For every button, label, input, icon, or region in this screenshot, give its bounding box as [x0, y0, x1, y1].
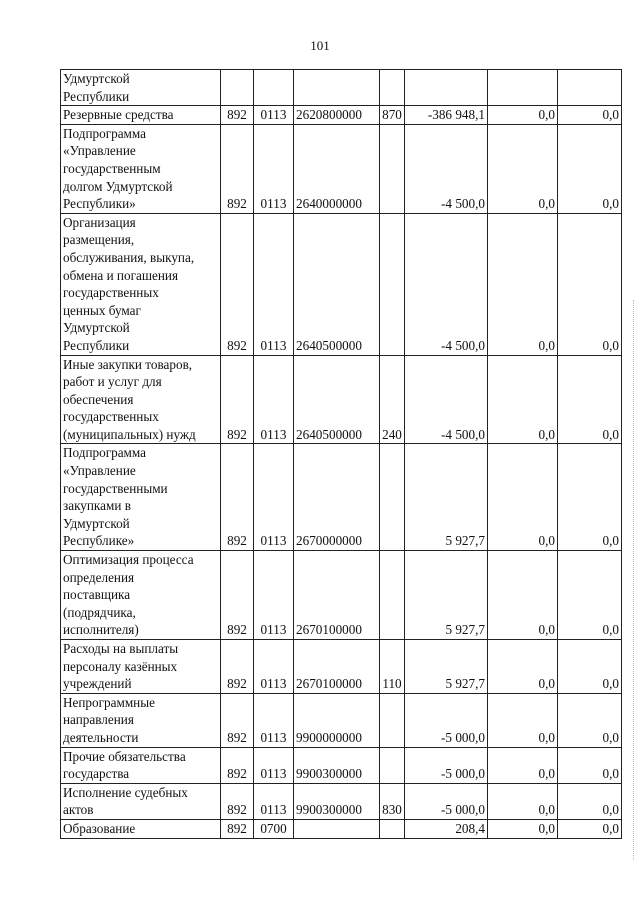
table-row — [61, 124, 622, 213]
ministry-code-cell: 892 — [221, 693, 254, 747]
amount-cell — [405, 70, 488, 106]
section-code-cell: 0113 — [254, 213, 294, 355]
section-code-cell: 0113 — [254, 551, 294, 640]
expense-kind-cell — [380, 70, 405, 106]
ministry-code-cell: 892 — [221, 106, 254, 125]
section-code-cell: 0113 — [254, 640, 294, 694]
row-name-cell: Непрограммные направления деятельности — [61, 693, 221, 747]
ministry-code-cell: 892 — [221, 124, 254, 213]
amount-cell: 5 927,7 — [405, 444, 488, 551]
plan-year1-cell: 0,0 — [488, 213, 558, 355]
plan-year2-cell: 0,0 — [558, 551, 622, 640]
section-code-cell: 0113 — [254, 106, 294, 125]
amount-cell: 208,4 — [405, 819, 488, 838]
expense-kind-cell — [380, 551, 405, 640]
section-code-cell: 0113 — [254, 783, 294, 819]
amount-cell: -5 000,0 — [405, 693, 488, 747]
amount-cell: 5 927,7 — [405, 640, 488, 694]
ministry-code-cell: 892 — [221, 213, 254, 355]
plan-year1-cell: 0,0 — [488, 819, 558, 838]
table-row — [61, 213, 622, 355]
plan-year1-cell: 0,0 — [488, 551, 558, 640]
section-code-cell: 0113 — [254, 444, 294, 551]
expense-kind-cell: 870 — [380, 106, 405, 125]
expense-kind-cell: 830 — [380, 783, 405, 819]
table-row — [61, 693, 622, 747]
table-row — [61, 70, 622, 106]
target-code-cell: 9900300000 — [294, 783, 380, 819]
plan-year1-cell — [488, 70, 558, 106]
ministry-code-cell: 892 — [221, 783, 254, 819]
row-name-cell: Образование — [61, 819, 221, 838]
section-code-cell: 0113 — [254, 124, 294, 213]
expense-kind-cell: 240 — [380, 355, 405, 444]
table-row — [61, 783, 622, 819]
table-row — [61, 640, 622, 694]
plan-year2-cell: 0,0 — [558, 640, 622, 694]
target-code-cell: 2670100000 — [294, 551, 380, 640]
ministry-code-cell: 892 — [221, 640, 254, 694]
plan-year2-cell: 0,0 — [558, 693, 622, 747]
row-name-cell: Организация размещения, обслуживания, выкупа, обмена и погашения государственных ценных бумаг Удмуртской Республики — [61, 213, 221, 355]
row-name-cell: Удмуртской Республики — [61, 70, 221, 106]
expense-kind-cell — [380, 819, 405, 838]
table-row — [61, 444, 622, 551]
plan-year1-cell: 0,0 — [488, 640, 558, 694]
target-code-cell: 2620800000 — [294, 106, 380, 125]
plan-year1-cell: 0,0 — [488, 124, 558, 213]
section-code-cell: 0113 — [254, 355, 294, 444]
ministry-code-cell: 892 — [221, 551, 254, 640]
target-code-cell — [294, 819, 380, 838]
ministry-code-cell: 892 — [221, 819, 254, 838]
plan-year1-cell: 0,0 — [488, 106, 558, 125]
target-code-cell: 2670100000 — [294, 640, 380, 694]
amount-cell: -386 948,1 — [405, 106, 488, 125]
section-code-cell: 0700 — [254, 819, 294, 838]
expense-kind-cell — [380, 124, 405, 213]
target-code-cell: 9900300000 — [294, 747, 380, 783]
amount-cell: -4 500,0 — [405, 124, 488, 213]
row-name-cell: Прочие обязательства государства — [61, 747, 221, 783]
table-row — [61, 819, 622, 838]
plan-year2-cell: 0,0 — [558, 819, 622, 838]
plan-year2-cell — [558, 70, 622, 106]
table-row — [61, 551, 622, 640]
section-code-cell: 0113 — [254, 747, 294, 783]
ministry-code-cell: 892 — [221, 747, 254, 783]
amount-cell: -5 000,0 — [405, 747, 488, 783]
target-code-cell: 2640000000 — [294, 124, 380, 213]
section-code-cell: 0113 — [254, 693, 294, 747]
plan-year2-cell: 0,0 — [558, 124, 622, 213]
plan-year1-cell: 0,0 — [488, 355, 558, 444]
ministry-code-cell: 892 — [221, 444, 254, 551]
scan-edge-marks — [632, 300, 634, 860]
expense-kind-cell — [380, 693, 405, 747]
expense-kind-cell — [380, 444, 405, 551]
row-name-cell: Подпрограмма «Управление государственными закупками в Удмуртской Республике» — [61, 444, 221, 551]
plan-year2-cell: 0,0 — [558, 444, 622, 551]
target-code-cell: 2640500000 — [294, 213, 380, 355]
row-name-cell: Подпрограмма «Управление государственным долгом Удмуртской Республики» — [61, 124, 221, 213]
amount-cell: -4 500,0 — [405, 213, 488, 355]
expense-kind-cell: 110 — [380, 640, 405, 694]
plan-year1-cell: 0,0 — [488, 783, 558, 819]
plan-year2-cell: 0,0 — [558, 783, 622, 819]
row-name-cell: Резервные средства — [61, 106, 221, 125]
page-number: 101 — [310, 38, 330, 53]
plan-year1-cell: 0,0 — [488, 693, 558, 747]
amount-cell: -5 000,0 — [405, 783, 488, 819]
plan-year2-cell: 0,0 — [558, 106, 622, 125]
target-code-cell — [294, 70, 380, 106]
plan-year1-cell: 0,0 — [488, 444, 558, 551]
table-row — [61, 355, 622, 444]
row-name-cell: Иные закупки товаров, работ и услуг для обеспечения государственных (муниципальных) нужд — [61, 355, 221, 444]
row-name-cell: Расходы на выплаты персоналу казённых учреждений — [61, 640, 221, 694]
section-code-cell — [254, 70, 294, 106]
expense-kind-cell — [380, 747, 405, 783]
ministry-code-cell — [221, 70, 254, 106]
row-name-cell: Оптимизация процесса определения поставщика (подрядчика, исполнителя) — [61, 551, 221, 640]
row-name-cell: Исполнение судебных актов — [61, 783, 221, 819]
plan-year1-cell: 0,0 — [488, 747, 558, 783]
plan-year2-cell: 0,0 — [558, 747, 622, 783]
target-code-cell: 2670000000 — [294, 444, 380, 551]
table-row — [61, 106, 622, 125]
target-code-cell: 9900000000 — [294, 693, 380, 747]
amount-cell: -4 500,0 — [405, 355, 488, 444]
table-row — [61, 747, 622, 783]
expense-kind-cell — [380, 213, 405, 355]
budget-table — [60, 69, 622, 839]
target-code-cell: 2640500000 — [294, 355, 380, 444]
amount-cell: 5 927,7 — [405, 551, 488, 640]
ministry-code-cell: 892 — [221, 355, 254, 444]
plan-year2-cell: 0,0 — [558, 213, 622, 355]
plan-year2-cell: 0,0 — [558, 355, 622, 444]
